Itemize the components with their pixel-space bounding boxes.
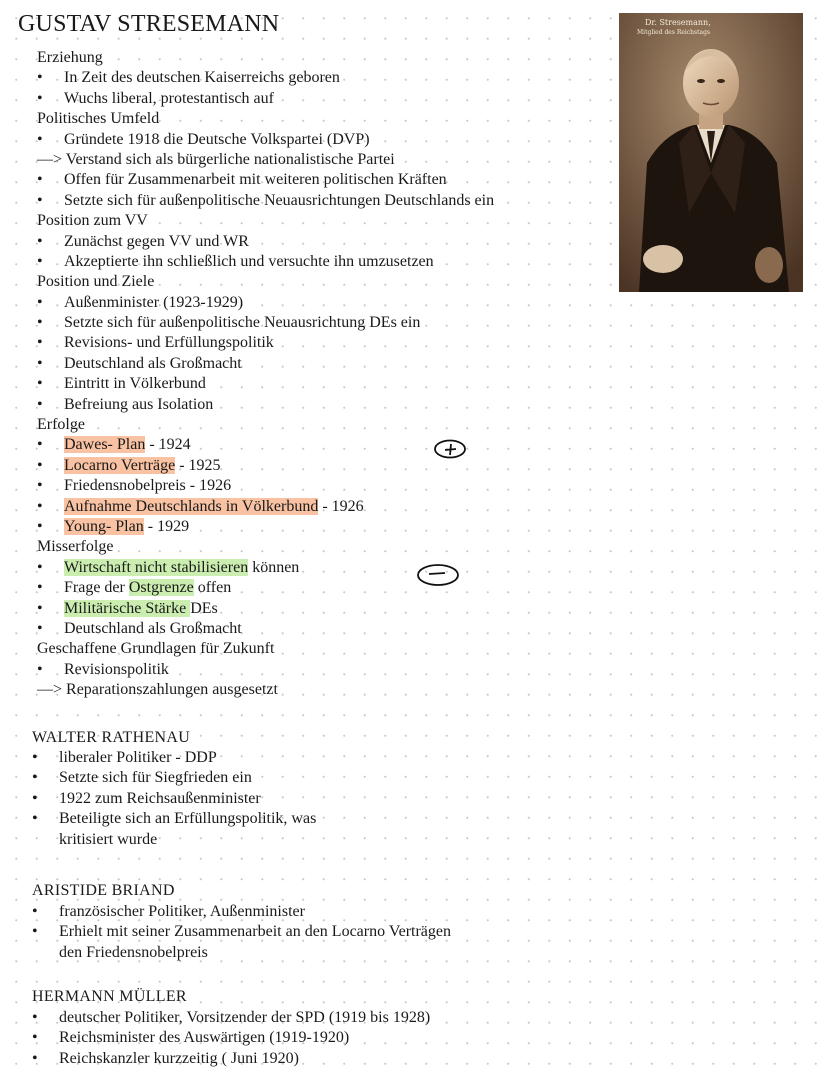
mueller-list: [32, 1008, 430, 1069]
text-span: - 1926: [318, 497, 364, 515]
mueller-heading: HERMANN MÜLLER: [32, 988, 187, 1005]
list-item: • liberaler Politiker - DDP: [32, 748, 316, 768]
text-span: - 1925: [175, 456, 221, 474]
stresemann-list: [37, 48, 494, 701]
minus-circle-icon: [415, 562, 461, 588]
list-item: • Außenminister (1923-1929): [37, 293, 494, 313]
highlighted-text: Locarno Verträge: [64, 456, 176, 474]
briand-list: [32, 902, 451, 963]
section-heading: Misserfolge: [37, 538, 114, 556]
plus-circle-icon: [433, 438, 469, 460]
text-span: Frage der: [64, 579, 129, 597]
highlighted-text: Ostgrenze: [128, 579, 194, 597]
list-item: • In Zeit des deutschen Kaiserreichs geboren: [37, 68, 494, 88]
highlighted-text: Aufnahme Deutschlands in Völkerbund: [64, 497, 319, 515]
list-item: • Akzeptierte ihn schließlich und versuchte ihn umzusetzen: [37, 252, 494, 272]
list-item: • französischer Politiker, Außenminister: [32, 902, 451, 922]
portrait-photo: [619, 13, 803, 292]
section-heading: Position zum VV: [37, 212, 148, 230]
list-item: • Offen für Zusammenarbeit mit weiteren politischen Kräften: [37, 170, 494, 190]
list-item: • Gründete 1918 die Deutsche Volkspartei (DVP): [37, 130, 494, 150]
text-span: können: [248, 558, 300, 576]
page-title: GUSTAV STRESEMANN: [18, 11, 280, 37]
text-span: - 1924: [145, 436, 191, 454]
list-item: • Friedensnobelpreis - 1926: [37, 476, 494, 496]
highlighted-text: Dawes- Plan: [64, 436, 146, 454]
photo-caption-1: Dr. Stresemann,: [645, 18, 711, 27]
list-item: • Beteiligte sich an Erfüllungspolitik, was: [32, 809, 316, 829]
list-item-note: —> Verstand sich als bürgerliche nationalistische Partei: [37, 150, 395, 168]
list-item: • Revisionspolitik: [37, 660, 494, 680]
rathenau-heading: WALTER RATHENAU: [32, 729, 191, 746]
section-heading: Erziehung: [37, 49, 103, 66]
section-heading: Erfolge: [37, 416, 85, 434]
photo-caption-2: Mitglied des Reichstags: [637, 29, 711, 36]
highlighted-text: Young- Plan: [64, 517, 144, 535]
list-item: • Setzte sich für Siegfrieden ein: [32, 768, 316, 788]
list-item: [37, 435, 494, 455]
list-item: • Befreiung aus Isolation: [37, 395, 494, 415]
briand-heading: ARISTIDE BRIAND: [32, 882, 175, 899]
list-item: [37, 599, 494, 619]
list-item-note: kritisiert wurde: [59, 830, 158, 848]
section-heading: Position und Ziele: [37, 273, 155, 291]
rathenau-list: [32, 748, 316, 850]
list-item: • deutscher Politiker, Vorsitzender der SPD (1919 bis 1928): [32, 1008, 430, 1028]
section-heading: Geschaffene Grundlagen für Zukunft: [37, 640, 275, 658]
list-item: [37, 517, 494, 537]
highlighted-text: Wirtschaft nicht stabilisieren: [64, 558, 249, 576]
list-item: • Eintritt in Völkerbund: [37, 374, 494, 394]
list-item: [37, 456, 494, 476]
text-span: offen: [193, 579, 232, 597]
list-item: • Reichskanzler kurzzeitig ( Juni 1920): [32, 1049, 430, 1069]
text-span: - 1929: [143, 517, 190, 535]
text-span: DEs: [190, 599, 218, 617]
section-heading: Politisches Umfeld: [37, 110, 160, 128]
list-item: • Revisions- und Erfüllungspolitik: [37, 333, 494, 353]
list-item: • Setzte sich für außenpolitische Neuausrichtungen Deutschlands ein: [37, 191, 494, 211]
list-item: • Wuchs liberal, protestantisch auf: [37, 89, 494, 109]
list-item: • Deutschland als Großmacht: [37, 354, 494, 374]
highlighted-text: Militärische Stärke: [64, 599, 191, 617]
list-item: • Zunächst gegen VV und WR: [37, 232, 494, 252]
list-item-note: —> Reparationszahlungen ausgesetzt: [37, 681, 278, 699]
list-item: [37, 497, 494, 517]
list-item: • 1922 zum Reichsaußenminister: [32, 789, 316, 809]
list-item-note: den Friedensnobelpreis: [59, 943, 208, 961]
list-item: • Deutschland als Großmacht: [37, 619, 494, 639]
list-item: • Reichsminister des Auswärtigen (1919-1920): [32, 1028, 430, 1048]
list-item: • Erhielt mit seiner Zusammenarbeit an den Locarno Verträgen: [32, 922, 451, 942]
list-item: • Setzte sich für außenpolitische Neuausrichtung DEs ein: [37, 313, 494, 333]
